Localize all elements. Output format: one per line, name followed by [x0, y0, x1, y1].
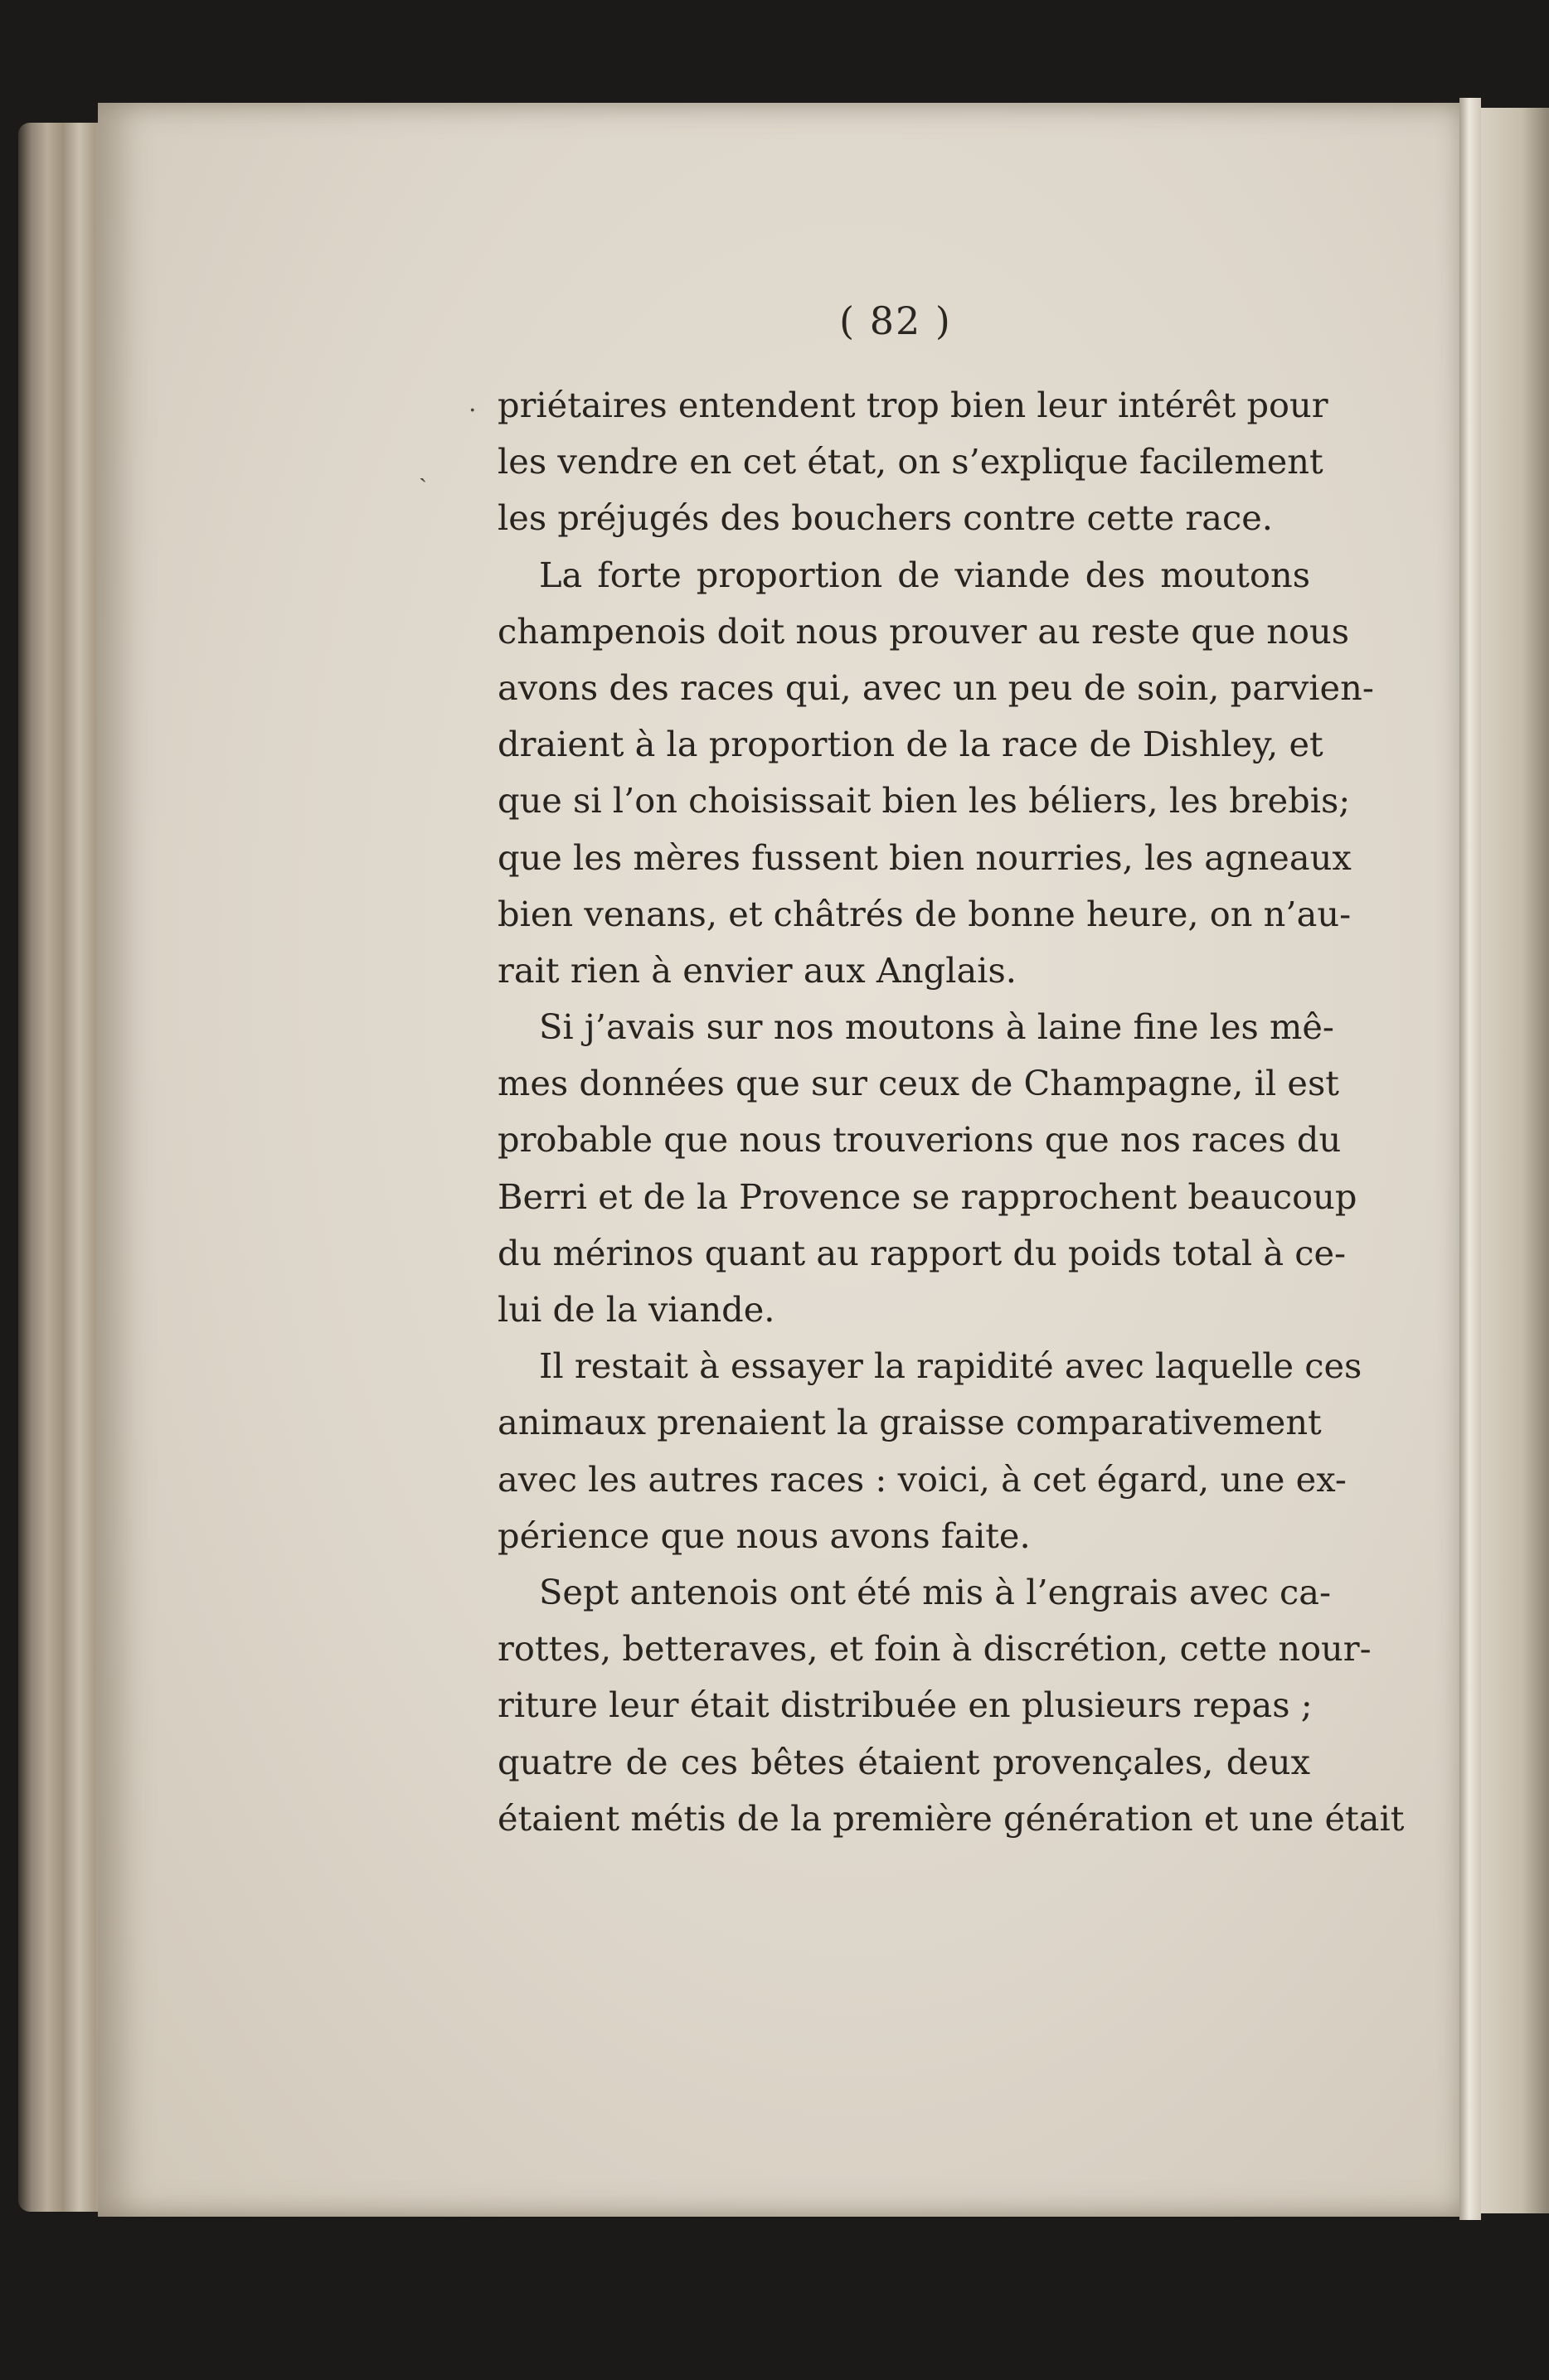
text-line: les vendre en cet état, on s’explique facilement [498, 441, 1323, 482]
text-line: que si l’on choisissait bien les béliers, les brebis; [498, 780, 1351, 822]
text-line: Il restait à essayer la rapidité avec laquelle ces [539, 1345, 1362, 1387]
text-line: quatre de ces bêtes étaient provençales, deux [498, 1741, 1310, 1782]
text-line: bien venans, et châtrés de bonne heure, on n’au- [498, 893, 1352, 934]
text-line: Sept antenois ont été mis à l’engrais avec ca- [539, 1571, 1332, 1612]
stray-mark: ˎ [419, 454, 427, 483]
text-line: priétaires entendent trop bien leur intérêt pour [498, 385, 1328, 425]
body-text [498, 377, 1405, 1847]
text-line: les préjugés des bouchers contre cette race. [498, 497, 1273, 539]
text-line: avons des races qui, avec un peu de soin, parvien- [498, 666, 1374, 708]
text-line: périence que nous avons faite. [498, 1515, 1031, 1556]
text-line: draient à la proportion de la race de Dishley, et [498, 724, 1323, 765]
page-number: ( 82 ) [839, 298, 952, 343]
text-line: rait rien à envier aux Anglais. [498, 949, 1017, 991]
facing-page [1481, 108, 1549, 2213]
text-line: que les mères fussent bien nourries, les agneaux [498, 836, 1352, 878]
text-line: étaient métis de la première génération et une était [498, 1797, 1405, 1839]
text-line: La forte proportion de viande des moutons [539, 554, 1310, 595]
text-line: animaux prenaient la graisse comparativement [498, 1402, 1322, 1443]
text-line: du mérinos quant au rapport du poids total à ce- [498, 1232, 1347, 1273]
book-gutter [1459, 98, 1481, 2220]
text-line: lui de la viande. [498, 1289, 775, 1330]
text-line: mes données que sur ceux de Champagne, il est [498, 1063, 1339, 1104]
text-line: rottes, betteraves, et foin à discrétion, cette nour- [498, 1628, 1372, 1670]
text-line: Berri et de la Provence se rapprochent beaucoup [498, 1175, 1357, 1217]
text-line: Si j’avais sur nos moutons à laine fine les mê- [539, 1006, 1334, 1048]
text-line: riture leur était distribuée en plusieurs repas ; [498, 1684, 1313, 1726]
stray-mark: · [469, 396, 477, 425]
text-line: champenois doit nous prouver au reste que nous [498, 610, 1350, 652]
text-line: avec les autres races : voici, à cet égard, une ex- [498, 1458, 1347, 1500]
text-line: probable que nous trouverions que nos races du [498, 1119, 1342, 1161]
